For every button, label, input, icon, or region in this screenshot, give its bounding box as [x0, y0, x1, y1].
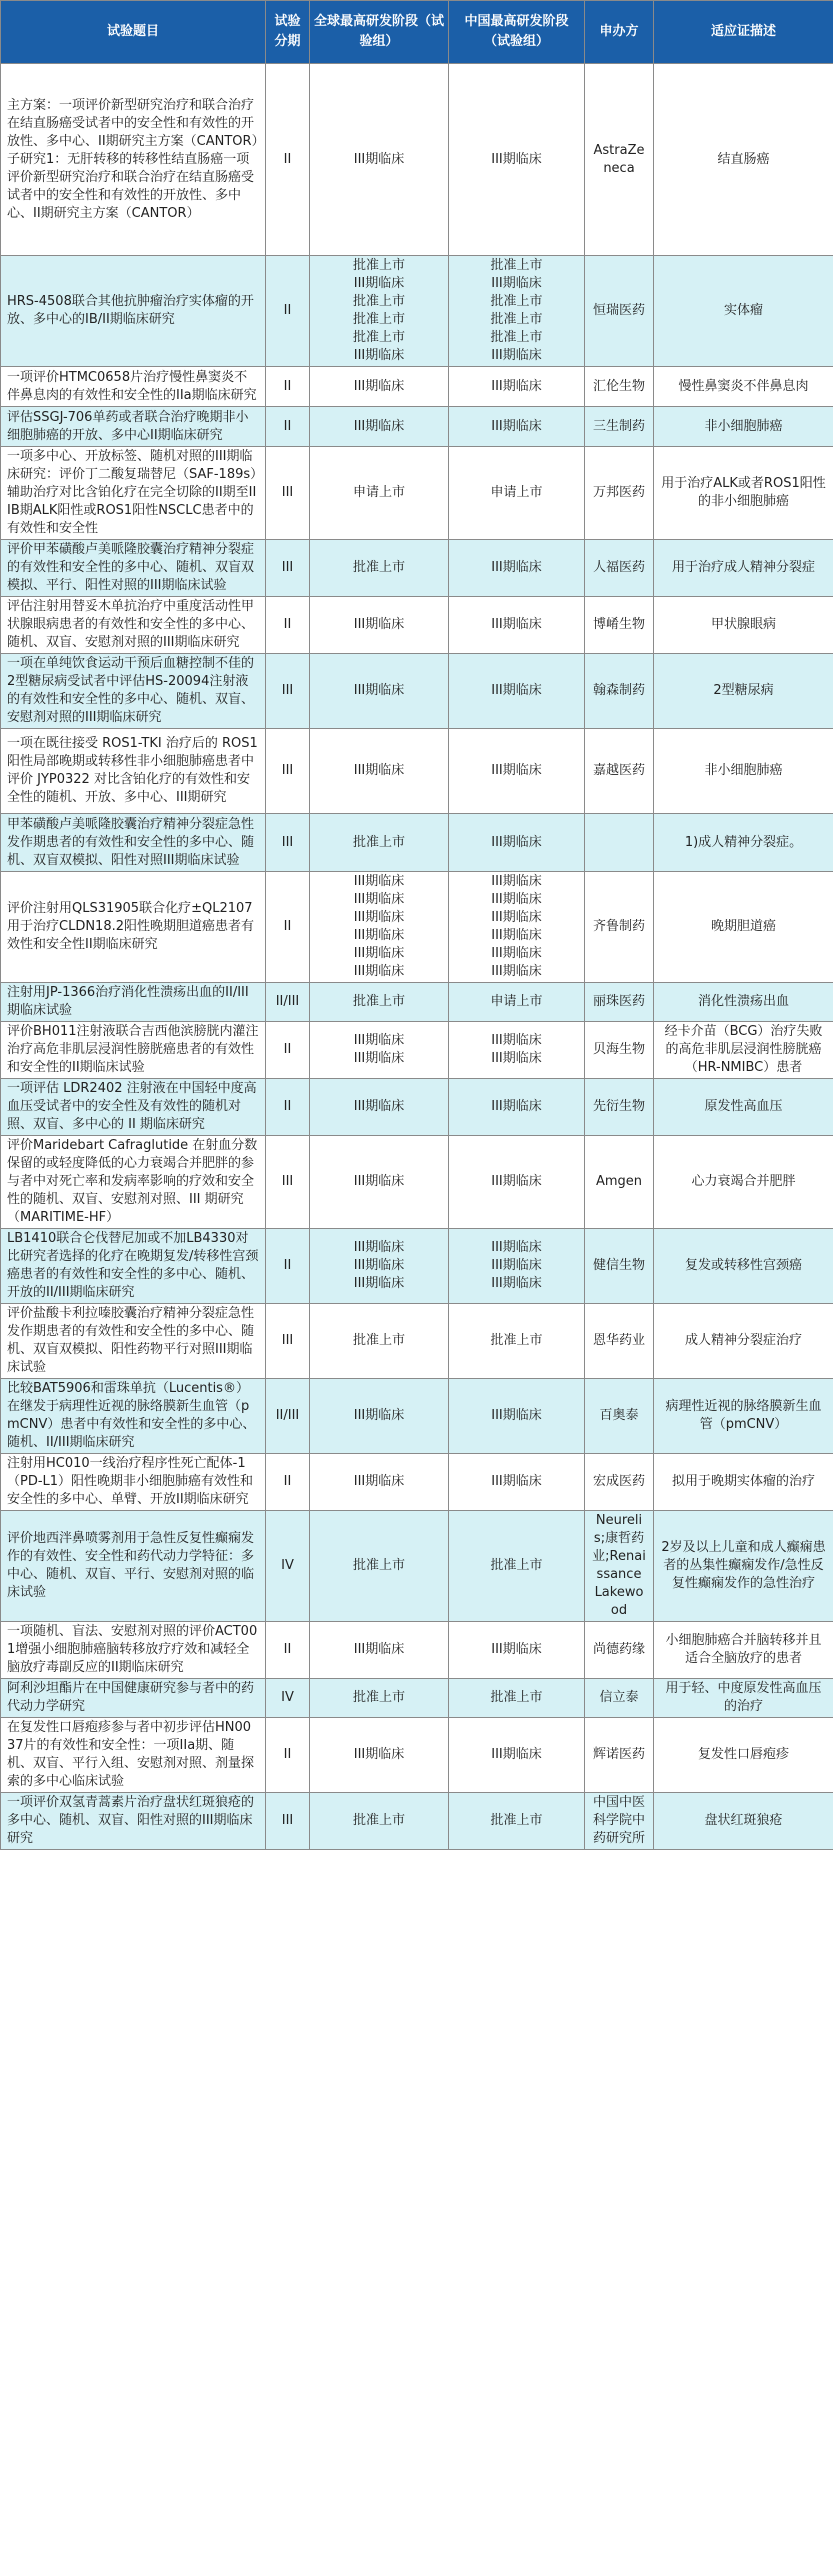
global-stage-entry: III期临床 [353, 874, 405, 889]
cell-global-stage [310, 1622, 449, 1679]
cell-phase: II [266, 407, 310, 447]
cell-china-stage [449, 654, 585, 729]
cell-phase: II [266, 1229, 310, 1304]
cell-sponsor: 博崤生物 [585, 597, 654, 654]
china-stage-entry: III期临床 [491, 418, 542, 434]
global-stage-entry: III期临床 [353, 1642, 405, 1657]
china-stage-entry: 批准上市 [490, 1690, 543, 1705]
china-stage-entry: III期临床 [491, 946, 542, 961]
global-stage-entry: III期临床 [353, 910, 405, 925]
cell-title: 主方案：一项评价新型研究治疗和联合治疗在结直肠癌受试者中的安全性和有效性的开放性、多中心、II期研究主方案（CANTOR）子研究1：无肝转移的转移性结直肠癌一项评价新型研究治疗和联合治疗在结直肠癌受试者中的安全性和有效性的开放性、多中心、II期研究主方案（CANTOR） [1, 64, 266, 256]
global-stage-entry: III期临床 [353, 276, 405, 291]
cell-title: 评估注射用替妥木单抗治疗中重度活动性甲状腺眼病患者的有效性和安全性的多中心、随机、双盲、安慰剂对照的III期临床研究 [1, 597, 266, 654]
global-stage-entry: 批准上市 [352, 330, 405, 345]
header-title: 试验题目 [1, 1, 266, 64]
header-china-stage: 中国最高研发阶段（试验组） [449, 1, 585, 64]
cell-china-stage [449, 1718, 585, 1793]
cell-sponsor: 贝海生物 [585, 1022, 654, 1079]
cell-indication: 复发或转移性宫颈癌 [654, 1229, 833, 1304]
cell-phase: II [266, 1022, 310, 1079]
cell-china-stage [449, 1679, 585, 1718]
global-stage-entry: III期临床 [353, 892, 405, 907]
cell-china-stage [449, 1304, 585, 1379]
cell-sponsor: 宏成医药 [585, 1454, 654, 1511]
global-stage-entry: III期临床 [353, 617, 405, 632]
cell-sponsor: 百奥泰 [585, 1379, 654, 1454]
cell-global-stage [310, 1229, 449, 1304]
global-stage-entry: III期临床 [353, 1258, 405, 1273]
cell-title: 比较BAT5906和雷珠单抗（Lucentis®）在继发于病理性近视的脉络膜新生血管（pmCNV）患者中有效性和安全性的多中心、随机、II/III期临床研究 [1, 1379, 266, 1454]
global-stage-entry: III期临床 [353, 964, 405, 979]
cell-china-stage [449, 64, 585, 256]
china-stage-entry: 批准上市 [490, 294, 543, 309]
cell-phase: II [266, 1454, 310, 1511]
cell-phase: II [266, 1079, 310, 1136]
cell-sponsor: 辉诺医药 [585, 1718, 654, 1793]
table-row [1, 1229, 833, 1304]
cell-title: 一项评价双氢青蒿素片治疗盘状红斑狼疮的多中心、随机、双盲、阳性对照的III期临床研究 [1, 1793, 266, 1850]
china-stage-entry: 批准上市 [490, 258, 543, 273]
cell-china-stage [449, 1079, 585, 1136]
global-stage-entry: III期临床 [353, 418, 405, 434]
cell-title: 一项在单纯饮食运动干预后血糖控制不佳的2型糖尿病受试者中评估HS-20094注射液的有效性和安全性的多中心、随机、双盲、安慰剂对照的III期临床研究 [1, 654, 266, 729]
cell-global-stage [310, 367, 449, 407]
cell-phase: III [266, 1304, 310, 1379]
cell-indication: 消化性溃疡出血 [654, 983, 833, 1022]
global-stage-entry: III期临床 [353, 151, 405, 167]
table-row [1, 1136, 833, 1229]
cell-phase: II [266, 256, 310, 367]
table-row [1, 407, 833, 447]
global-stage-entry: 批准上市 [352, 258, 405, 273]
cell-china-stage [449, 256, 585, 367]
cell-indication: 2岁及以上儿童和成人癫痫患者的丛集性癫痫发作/急性反复性癫痫发作的急性治疗 [654, 1511, 833, 1622]
cell-global-stage [310, 597, 449, 654]
global-stage-entry: III期临床 [353, 928, 405, 943]
cell-sponsor: 翰森制药 [585, 654, 654, 729]
cell-sponsor: 健信生物 [585, 1229, 654, 1304]
global-stage-entry: III期临床 [353, 1408, 405, 1423]
cell-global-stage [310, 729, 449, 814]
cell-title: 一项随机、盲法、安慰剂对照的评价ACT001增强小细胞肺癌脑转移放疗疗效和减轻全脑放疗毒副反应的II期临床研究 [1, 1622, 266, 1679]
cell-indication: 非小细胞肺癌 [654, 729, 833, 814]
global-stage-entry: III期临床 [353, 1747, 405, 1762]
cell-global-stage [310, 872, 449, 983]
cell-title: 一项在既往接受 ROS1-TKI 治疗后的 ROS1 阳性局部晚期或转移性非小细胞肺癌患者中评价 JYP0322 对比含铂化疗的有效性和安全性的随机、开放、多中心、III期研究 [1, 729, 266, 814]
cell-indication: 用于轻、中度原发性高血压的治疗 [654, 1679, 833, 1718]
cell-indication: 实体瘤 [654, 256, 833, 367]
global-stage-entry: III期临床 [353, 1033, 405, 1048]
table-row [1, 256, 833, 367]
cell-indication: 2型糖尿病 [654, 654, 833, 729]
cell-china-stage [449, 1793, 585, 1850]
cell-title: 评价BH011注射液联合吉西他滨膀胱内灌注治疗高危非肌层浸润性膀胱癌患者的有效性和安全性的II期临床试验 [1, 1022, 266, 1079]
cell-phase: II [266, 64, 310, 256]
global-stage-entry: III期临床 [353, 1474, 405, 1489]
global-stage-entry: III期临床 [353, 763, 405, 778]
cell-phase: II [266, 1622, 310, 1679]
cell-indication: 1)成人精神分裂症。 [654, 814, 833, 872]
table-row [1, 1793, 833, 1850]
global-stage-entry: 批准上市 [352, 1333, 405, 1348]
cell-title: 阿利沙坦酯片在中国健康研究参与者中的药代动力学研究 [1, 1679, 266, 1718]
cell-sponsor: 嘉越医药 [585, 729, 654, 814]
cell-china-stage [449, 729, 585, 814]
cell-indication: 经卡介苗（BCG）治疗失败的高危非肌层浸润性膀胱癌（HR-NMIBC）患者 [654, 1022, 833, 1079]
cell-sponsor [585, 814, 654, 872]
china-stage-entry: III期临床 [491, 874, 542, 889]
cell-china-stage [449, 367, 585, 407]
china-stage-entry: III期临床 [491, 1642, 542, 1657]
china-stage-entry: III期临床 [491, 151, 542, 167]
cell-china-stage [449, 447, 585, 540]
china-stage-entry: III期临床 [491, 1099, 542, 1114]
china-stage-entry: III期临床 [491, 617, 542, 632]
cell-title: 评价Maridebart Cafraglutide 在射血分数保留的或轻度降低的心力衰竭合并肥胖的参与者中对死亡率和发病率影响的疗效和安全性的随机、双盲、安慰剂对照、III 期研究（MARITIME-HF） [1, 1136, 266, 1229]
cell-indication: 慢性鼻窦炎不伴鼻息肉 [654, 367, 833, 407]
table-row [1, 367, 833, 407]
global-stage-entry: 批准上市 [352, 312, 405, 327]
table-row [1, 1511, 833, 1622]
cell-china-stage [449, 1379, 585, 1454]
china-stage-entry: III期临床 [491, 1258, 542, 1273]
china-stage-entry: III期临床 [491, 1276, 542, 1291]
table-row [1, 1379, 833, 1454]
cell-china-stage [449, 872, 585, 983]
table-row [1, 1022, 833, 1079]
cell-indication: 病理性近视的脉络膜新生血管（pmCNV） [654, 1379, 833, 1454]
china-stage-entry: III期临床 [491, 964, 542, 979]
cell-sponsor: 人福医药 [585, 540, 654, 597]
table-body [1, 64, 833, 1850]
cell-phase: III [266, 729, 310, 814]
china-stage-entry: III期临床 [491, 892, 542, 907]
cell-title: HRS-4508联合其他抗肿瘤治疗实体瘤的开放、多中心的IB/II期临床研究 [1, 256, 266, 367]
cell-global-stage [310, 1379, 449, 1454]
cell-phase: III [266, 447, 310, 540]
cell-sponsor: 信立泰 [585, 1679, 654, 1718]
china-stage-entry: 批准上市 [490, 330, 543, 345]
cell-phase: III [266, 654, 310, 729]
cell-sponsor: 先衍生物 [585, 1079, 654, 1136]
cell-phase: IV [266, 1511, 310, 1622]
cell-global-stage [310, 64, 449, 256]
cell-indication: 用于治疗ALK或者ROS1阳性的非小细胞肺癌 [654, 447, 833, 540]
cell-global-stage [310, 1079, 449, 1136]
table-row [1, 1454, 833, 1511]
cell-title: 在复发性口唇疱疹参与者中初步评估HN0037片的有效性和安全性：一项IIa期、随机、双盲、平行入组、安慰剂对照、剂量探索的多中心临床试验 [1, 1718, 266, 1793]
cell-title: 评价盐酸卡利拉嗪胶囊治疗精神分裂症急性发作期患者的有效性和安全性的多中心、随机、双盲双模拟、阳性药物平行对照III期临床试验 [1, 1304, 266, 1379]
cell-global-stage [310, 407, 449, 447]
global-stage-entry: III期临床 [353, 1099, 405, 1114]
cell-indication: 盘状红斑狼疮 [654, 1793, 833, 1850]
china-stage-entry: 申请上市 [490, 994, 543, 1009]
china-stage-entry: III期临床 [491, 910, 542, 925]
cell-phase: III [266, 1793, 310, 1850]
global-stage-entry: III期临床 [353, 683, 405, 698]
table-row [1, 729, 833, 814]
header-indication: 适应证描述 [654, 1, 833, 64]
cell-phase: III [266, 540, 310, 597]
cell-global-stage [310, 654, 449, 729]
table-row [1, 64, 833, 256]
cell-china-stage [449, 1022, 585, 1079]
cell-china-stage [449, 1229, 585, 1304]
table-row [1, 540, 833, 597]
table-row [1, 447, 833, 540]
header-sponsor: 申办方 [585, 1, 654, 64]
table-header-row [1, 1, 833, 64]
china-stage-entry: III期临床 [491, 1174, 542, 1189]
cell-china-stage [449, 540, 585, 597]
cell-title: 一项评价HTMC0658片治疗慢性鼻窦炎不伴鼻息肉的有效性和安全性的IIa期临床研究 [1, 367, 266, 407]
cell-china-stage [449, 407, 585, 447]
cell-phase: III [266, 814, 310, 872]
table-row [1, 814, 833, 872]
china-stage-entry: 批准上市 [490, 1333, 543, 1348]
global-stage-entry: 申请上市 [352, 485, 405, 500]
global-stage-entry: III期临床 [353, 1051, 405, 1066]
cell-sponsor: Neurelis;康哲药业;Renaissance Lakewood [585, 1511, 654, 1622]
china-stage-entry: III期临床 [491, 1747, 542, 1762]
table-row [1, 1679, 833, 1718]
cell-phase: II [266, 367, 310, 407]
cell-title: 注射用HC010一线治疗程序性死亡配体-1（PD-L1）阳性晚期非小细胞肺癌有效性和安全性的多中心、单臂、开放II期临床研究 [1, 1454, 266, 1511]
table-row [1, 1622, 833, 1679]
cell-sponsor: 丽珠医药 [585, 983, 654, 1022]
global-stage-entry: III期临床 [353, 1174, 405, 1189]
cell-title: 评估SSGJ-706单药或者联合治疗晚期非小细胞肺癌的开放、多中心II期临床研究 [1, 407, 266, 447]
table-row [1, 597, 833, 654]
cell-global-stage [310, 1793, 449, 1850]
cell-sponsor: AstraZeneca [585, 64, 654, 256]
cell-sponsor: 汇伦生物 [585, 367, 654, 407]
header-global-stage: 全球最高研发阶段（试验组） [310, 1, 449, 64]
china-stage-entry: III期临床 [491, 928, 542, 943]
cell-indication: 用于治疗成人精神分裂症 [654, 540, 833, 597]
cell-global-stage [310, 1511, 449, 1622]
china-stage-entry: III期临床 [491, 1408, 542, 1423]
china-stage-entry: III期临床 [491, 378, 542, 394]
china-stage-entry: 申请上市 [490, 485, 543, 500]
table-row [1, 983, 833, 1022]
table-row [1, 1304, 833, 1379]
cell-indication: 甲状腺眼病 [654, 597, 833, 654]
cell-indication: 拟用于晚期实体瘤的治疗 [654, 1454, 833, 1511]
cell-china-stage [449, 1511, 585, 1622]
cell-indication: 成人精神分裂症治疗 [654, 1304, 833, 1379]
cell-title: 一项评估 LDR2402 注射液在中国轻中度高血压受试者中的安全性及有效性的随机对照、双盲、多中心的 II 期临床研究 [1, 1079, 266, 1136]
global-stage-entry: III期临床 [353, 348, 405, 363]
china-stage-entry: 批准上市 [490, 1558, 543, 1573]
global-stage-entry: III期临床 [353, 1240, 405, 1255]
cell-title: 评价地西泮鼻喷雾剂用于急性反复性癫痫发作的有效性、安全性和药代动力学特征：多中心、随机、双盲、平行、安慰剂对照的临床试验 [1, 1511, 266, 1622]
china-stage-entry: III期临床 [491, 763, 542, 778]
cell-phase: II/III [266, 1379, 310, 1454]
cell-indication: 非小细胞肺癌 [654, 407, 833, 447]
cell-title: 注射用JP-1366治疗消化性溃疡出血的II/III期临床试验 [1, 983, 266, 1022]
global-stage-entry: 批准上市 [352, 1558, 405, 1573]
table-row [1, 1718, 833, 1793]
cell-global-stage [310, 447, 449, 540]
china-stage-entry: III期临床 [491, 1474, 542, 1489]
china-stage-entry: III期临床 [491, 1033, 542, 1048]
cell-phase: II [266, 1718, 310, 1793]
cell-global-stage [310, 1718, 449, 1793]
china-stage-entry: III期临床 [491, 276, 542, 291]
cell-phase: II/III [266, 983, 310, 1022]
cell-global-stage [310, 1679, 449, 1718]
cell-china-stage [449, 1622, 585, 1679]
cell-china-stage [449, 983, 585, 1022]
cell-indication: 小细胞肺癌合并脑转移并且适合全脑放疗的患者 [654, 1622, 833, 1679]
cell-title: 甲苯磺酸卢美哌隆胶囊治疗精神分裂症急性发作期患者的有效性和安全性的多中心、随机、双盲双模拟、阳性对照III期临床试验 [1, 814, 266, 872]
cell-title: 评价甲苯磺酸卢美哌隆胶囊治疗精神分裂症的有效性和安全性的多中心、随机、双盲双模拟、平行、阳性对照的III期临床试验 [1, 540, 266, 597]
global-stage-entry: III期临床 [353, 1276, 405, 1291]
cell-global-stage [310, 1136, 449, 1229]
cell-sponsor: 三生制药 [585, 407, 654, 447]
china-stage-entry: III期临床 [491, 348, 542, 363]
cell-indication: 原发性高血压 [654, 1079, 833, 1136]
china-stage-entry: III期临床 [491, 683, 542, 698]
cell-phase: II [266, 872, 310, 983]
china-stage-entry: III期临床 [491, 834, 542, 850]
global-stage-entry: 批准上市 [352, 1813, 405, 1828]
china-stage-entry: III期临床 [491, 1051, 542, 1066]
global-stage-entry: 批准上市 [352, 1690, 405, 1705]
header-phase: 试验分期 [266, 1, 310, 64]
cell-sponsor: 恒瑞医药 [585, 256, 654, 367]
cell-indication: 晚期胆道癌 [654, 872, 833, 983]
cell-sponsor: 中国中医科学院中药研究所 [585, 1793, 654, 1850]
china-stage-entry: III期临床 [491, 560, 542, 575]
cell-title: LB1410联合仑伐替尼加或不加LB4330对比研究者选择的化疗在晚期复发/转移性宫颈癌患者的有效性和安全性的多中心、随机、开放的II/III期临床研究 [1, 1229, 266, 1304]
cell-sponsor: 万邦医药 [585, 447, 654, 540]
cell-global-stage [310, 1304, 449, 1379]
cell-sponsor: 齐鲁制药 [585, 872, 654, 983]
cell-global-stage [310, 814, 449, 872]
cell-global-stage [310, 983, 449, 1022]
cell-global-stage [310, 1454, 449, 1511]
cell-sponsor: 恩华药业 [585, 1304, 654, 1379]
cell-global-stage [310, 256, 449, 367]
table-row [1, 1079, 833, 1136]
table-row [1, 654, 833, 729]
cell-indication: 复发性口唇疱疹 [654, 1718, 833, 1793]
global-stage-entry: III期临床 [353, 378, 405, 394]
cell-china-stage [449, 1454, 585, 1511]
cell-indication: 心力衰竭合并肥胖 [654, 1136, 833, 1229]
cell-global-stage [310, 1022, 449, 1079]
cell-indication: 结直肠癌 [654, 64, 833, 256]
cell-sponsor: 尚德药缘 [585, 1622, 654, 1679]
cell-china-stage [449, 1136, 585, 1229]
cell-phase: III [266, 1136, 310, 1229]
table-row [1, 872, 833, 983]
cell-phase: IV [266, 1679, 310, 1718]
global-stage-entry: III期临床 [353, 946, 405, 961]
cell-china-stage [449, 814, 585, 872]
china-stage-entry: III期临床 [491, 1240, 542, 1255]
china-stage-entry: 批准上市 [490, 312, 543, 327]
cell-phase: II [266, 597, 310, 654]
cell-china-stage [449, 597, 585, 654]
cell-title: 评价注射用QLS31905联合化疗±QL2107用于治疗CLDN18.2阳性晚期胆道癌患者有效性和安全性II期临床研究 [1, 872, 266, 983]
china-stage-entry: 批准上市 [490, 1813, 543, 1828]
cell-title: 一项多中心、开放标签、随机对照的III期临床研究：评价丁二酸复瑞替尼（SAF-189s）辅助治疗对比含铂化疗在完全切除的II期至IIIB期ALK阳性或ROS1阳性NSCLC患者中的有效性和安全性 [1, 447, 266, 540]
global-stage-entry: 批准上市 [352, 294, 405, 309]
global-stage-entry: 批准上市 [352, 560, 405, 575]
global-stage-entry: 批准上市 [352, 994, 405, 1009]
global-stage-entry: 批准上市 [352, 834, 405, 850]
cell-global-stage [310, 540, 449, 597]
cell-sponsor: Amgen [585, 1136, 654, 1229]
